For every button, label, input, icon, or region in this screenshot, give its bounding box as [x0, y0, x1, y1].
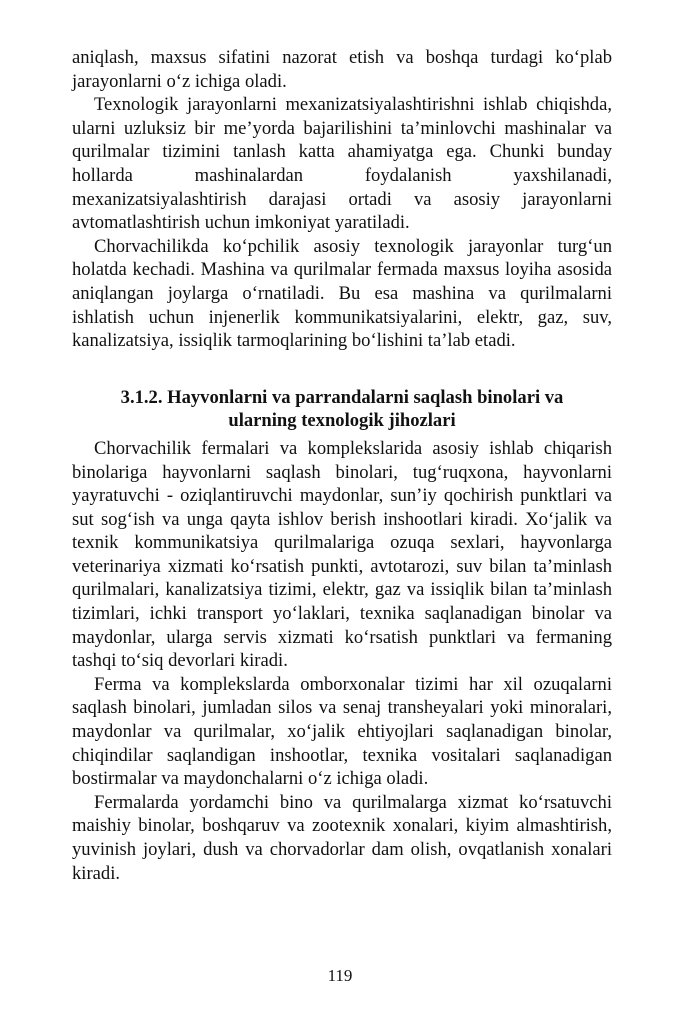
paragraph-storage-system: Ferma va komplekslarda omborxonalar tizimi har xil ozuqalarni saqlash binolari, jumladan silos va senaj transheyalari yoki minoralari, maydonlar va qurilmalar, xo‘jalik ehtiyojlari saqlanadigan binolar, chiqindilar saqlandigan inshootlar, texnika vositalari saqlanadigan bostirmalar va maydonchalarni o‘z ichiga oladi.	[72, 673, 612, 790]
paragraph-livestock-processes: Chorvachilikda ko‘pchilik asosiy texnologik jarayonlar turg‘un holatda kechadi. Mashina va qurilmalar fermada maxsus loyiha asosida aniqlangan joylarga o‘rnatiladi. Bu esa mashina va qurilmalarni ishlatish uchun injenerlik kommunikatsiyalarini, elektr, gaz, suv, kanalizatsiya, issiqlik tarmoqlarining bo‘lishini ta’lab etadi.	[72, 235, 612, 352]
book-page	[72, 46, 612, 885]
paragraph-mechanization: Texnologik jarayonlarni mexanizatsiyalashtirishni ishlab chiqishda, ularni uzluksiz bir me’yorda bajarilishini ta’minlovchi mashinalar va qurilmalar tizimini tanlash katta ahamiyatga ega. Chunki bunday hollarda mashinalardan foydalanish yaxshilanadi, mexanizatsiyalashtirish darajasi ortadi va asosiy jarayonlarni avtomatlashtirish uchun imkoniyat yaratiladi.	[72, 94, 612, 234]
paragraph-auxiliary-buildings: Fermalarda yordamchi bino va qurilmalarga xizmat ko‘rsatuvchi maishiy binolar, boshqaruv va zootexnik xonalari, kiyim almashtirish, yuvinish joylari, dush va chorvadorlar dam olish, ovqatlanish xonalari kiradi.	[72, 791, 612, 884]
paragraph-continuation: aniqlash, maxsus sifatini nazorat etish va boshqa turdagi ko‘plab jarayonlarni o‘z ichiga oladi.	[72, 47, 612, 92]
paragraph-farm-buildings: Chorvachilik fermalari va komplekslarida asosiy ishlab chiqarish binolariga hayvonlarni saqlash binolari, tug‘ruqxona, hayvonlarni yayratuvchi - oziqlantiruvchi maydonlar, sun’iy qochirish punktlari va sut sog‘ish va unga qayta ishlov berish inshootlari kiradi. Xo‘jalik va texnik kommunikatsiya qurilmalariga ozuqa sexlari, hayvonlarga veterinariya xizmati ko‘rsatish punkti, avtotarozi, suv bilan ta’minlash qurilmalari, kanalizatsiya tizimi, elektr, gaz va issiqlik bilan ta’minlash tizimlari, ichki transport yo‘laklari, texnika saqlanadigan binolar va maydonlar, ularga servis xizmati ko‘rsatish punktlari va fermaning tashqi to‘siq devorlari kiradi.	[72, 437, 612, 672]
page-number: 119	[327, 966, 353, 985]
section-heading-line-1: 3.1.2. Hayvonlarni va parrandalarni saqlash binolari va	[120, 386, 564, 408]
section-heading-line-2: ularning texnologik jihozlari	[228, 410, 456, 432]
section-heading	[72, 386, 612, 433]
